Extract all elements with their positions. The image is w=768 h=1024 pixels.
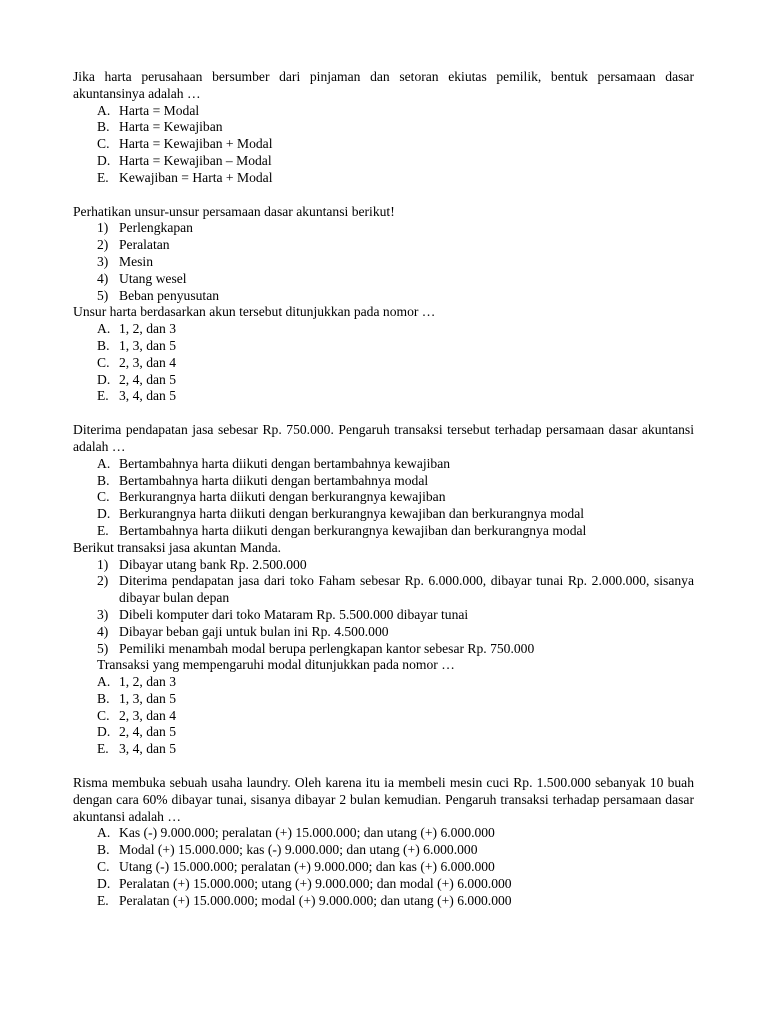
option-e [73,523,694,540]
option-d [73,724,694,741]
option-text: Kewajiban = Harta + Modal [119,169,273,185]
list-item [73,641,694,658]
option-text: Harta = Kewajiban [119,119,223,135]
option-a [73,321,694,338]
question-3-options [73,456,694,540]
item-number: 4) [97,623,109,639]
option-d [73,372,694,389]
option-letter: D. [97,875,111,891]
spacer [73,405,694,422]
option-text: Kas (-) 9.000.000; peralatan (+) 15.000.000; dan utang (+) 6.000.000 [119,825,495,841]
option-a [73,825,694,842]
option-letter: C. [97,707,110,723]
question-4-items [73,557,694,658]
question-5 [73,775,694,909]
option-e [73,388,694,405]
item-number: 1) [97,220,109,236]
option-text: Berkurangnya harta diikuti dengan berkurangnya kewajiban [119,489,446,505]
option-letter: A. [97,825,111,841]
item-text: Pemiliki menambah modal berupa perlengkapan kantor sebesar Rp. 750.000 [119,640,535,656]
option-text: 2, 4, dan 5 [119,371,177,387]
option-c [73,708,694,725]
item-number: 3) [97,253,109,269]
option-letter: D. [97,371,111,387]
option-text: 1, 2, dan 3 [119,321,177,337]
option-text: 1, 3, dan 5 [119,337,177,353]
option-b [73,119,694,136]
question-1-stem: Jika harta perusahaan bersumber dari pinjaman dan setoran ekiutas pemilik, bentuk persamaan dasar akuntansinya adalah … [73,69,694,101]
option-letter: E. [97,388,109,404]
question-4-prompt: Transaksi yang mempengaruhi modal ditunjukkan pada nomor … [97,657,455,673]
option-text: 2, 3, dan 4 [119,707,177,723]
item-text: Peralatan [119,237,170,253]
question-1-options [73,103,694,187]
spacer [73,758,694,775]
option-letter: B. [97,472,110,488]
option-text: Harta = Kewajiban + Modal [119,136,273,152]
question-4-options [73,674,694,758]
option-letter: B. [97,842,110,858]
option-letter: B. [97,119,110,135]
option-letter: D. [97,724,111,740]
item-text: Dibayar utang bank Rp. 2.500.000 [119,556,307,572]
item-text: Mesin [119,253,153,269]
list-item [73,271,694,288]
option-a [73,103,694,120]
option-c [73,859,694,876]
option-c [73,355,694,372]
option-letter: A. [97,321,111,337]
option-a [73,456,694,473]
question-2 [73,204,694,406]
item-number: 1) [97,556,109,572]
option-text: Peralatan (+) 15.000.000; utang (+) 9.000.000; dan modal (+) 6.000.000 [119,875,512,891]
item-text: Utang wesel [119,270,187,286]
item-number: 5) [97,640,109,656]
option-text: 2, 3, dan 4 [119,354,177,370]
list-item [73,573,694,607]
option-d [73,506,694,523]
item-number: 2) [97,573,109,589]
option-text: 2, 4, dan 5 [119,724,177,740]
option-letter: E. [97,892,109,908]
option-d [73,153,694,170]
option-text: Bertambahnya harta diikuti dengan berkurangnya kewajiban dan berkurangnya modal [119,522,587,538]
question-4-stem: Berikut transaksi jasa akuntan Manda. [73,539,282,555]
question-5-options [73,825,694,909]
list-item [73,254,694,271]
list-item [73,607,694,624]
option-d [73,876,694,893]
question-4 [73,540,694,758]
option-text: Bertambahnya harta diikuti dengan bertambahnya kewajiban [119,455,451,471]
question-2-options [73,321,694,405]
item-number: 4) [97,270,109,286]
option-text: Modal (+) 15.000.000; kas (-) 9.000.000; dan utang (+) 6.000.000 [119,842,478,858]
option-text: Bertambahnya harta diikuti dengan bertambahnya modal [119,472,429,488]
option-b [73,338,694,355]
option-letter: E. [97,522,109,538]
item-number: 3) [97,606,109,622]
option-text: Berkurangnya harta diikuti dengan berkurangnya kewajiban dan berkurangnya modal [119,506,585,522]
list-item [73,624,694,641]
option-text: 1, 2, dan 3 [119,674,177,690]
option-letter: D. [97,152,111,168]
list-item [73,220,694,237]
option-e [73,741,694,758]
list-item [73,557,694,574]
spacer [73,187,694,204]
item-text: Dibayar beban gaji untuk bulan ini Rp. 4.500.000 [119,623,389,639]
item-text: Diterima pendapatan jasa dari toko Faham sebesar Rp. 6.000.000, dibayar tunai Rp. 2.000.000, sisanya dibayar bulan depan [119,573,694,606]
item-text: Beban penyusutan [119,287,220,303]
option-text: 3, 4, dan 5 [119,741,177,757]
document-page [73,69,694,909]
list-item [73,237,694,254]
option-e [73,893,694,910]
option-text: Utang (-) 15.000.000; peralatan (+) 9.000.000; dan kas (+) 6.000.000 [119,859,495,875]
option-text: Peralatan (+) 15.000.000; modal (+) 9.000.000; dan utang (+) 6.000.000 [119,892,512,908]
question-2-stem: Perhatikan unsur-unsur persamaan dasar akuntansi berikut! [73,203,395,219]
option-letter: D. [97,506,111,522]
option-a [73,674,694,691]
option-letter: C. [97,859,110,875]
question-5-stem: Risma membuka sebuah usaha laundry. Oleh karena itu ia membeli mesin cuci Rp. 1.500.000 sebanyak 10 buah dengan cara 60% dibayar tunai, sisanya dibayar 2 bulan kemudian. Pengaruh transaksi terhadap persamaan dasar akuntansi adalah … [73,775,694,824]
item-number: 2) [97,237,109,253]
option-letter: A. [97,102,111,118]
question-2-items [73,220,694,304]
option-letter: C. [97,136,110,152]
option-letter: C. [97,489,110,505]
question-1 [73,69,694,187]
option-text: Harta = Modal [119,102,200,118]
option-text: 3, 4, dan 5 [119,388,177,404]
question-3 [73,422,694,540]
question-3-stem: Diterima pendapatan jasa sebesar Rp. 750.000. Pengaruh transaksi tersebut terhadap persamaan dasar akuntansi adalah … [73,422,694,454]
option-letter: A. [97,455,111,471]
option-e [73,170,694,187]
option-letter: A. [97,674,111,690]
item-number: 5) [97,287,109,303]
option-letter: E. [97,741,109,757]
item-text: Dibeli komputer dari toko Mataram Rp. 5.500.000 dibayar tunai [119,606,469,622]
list-item [73,288,694,305]
option-text: 1, 3, dan 5 [119,690,177,706]
option-letter: B. [97,337,110,353]
item-text: Perlengkapan [119,220,193,236]
question-2-prompt: Unsur harta berdasarkan akun tersebut ditunjukkan pada nomor … [73,304,436,320]
option-c [73,136,694,153]
option-b [73,691,694,708]
option-letter: C. [97,354,110,370]
option-b [73,473,694,490]
option-letter: B. [97,690,110,706]
option-c [73,489,694,506]
option-text: Harta = Kewajiban – Modal [119,152,272,168]
option-letter: E. [97,169,109,185]
option-b [73,842,694,859]
